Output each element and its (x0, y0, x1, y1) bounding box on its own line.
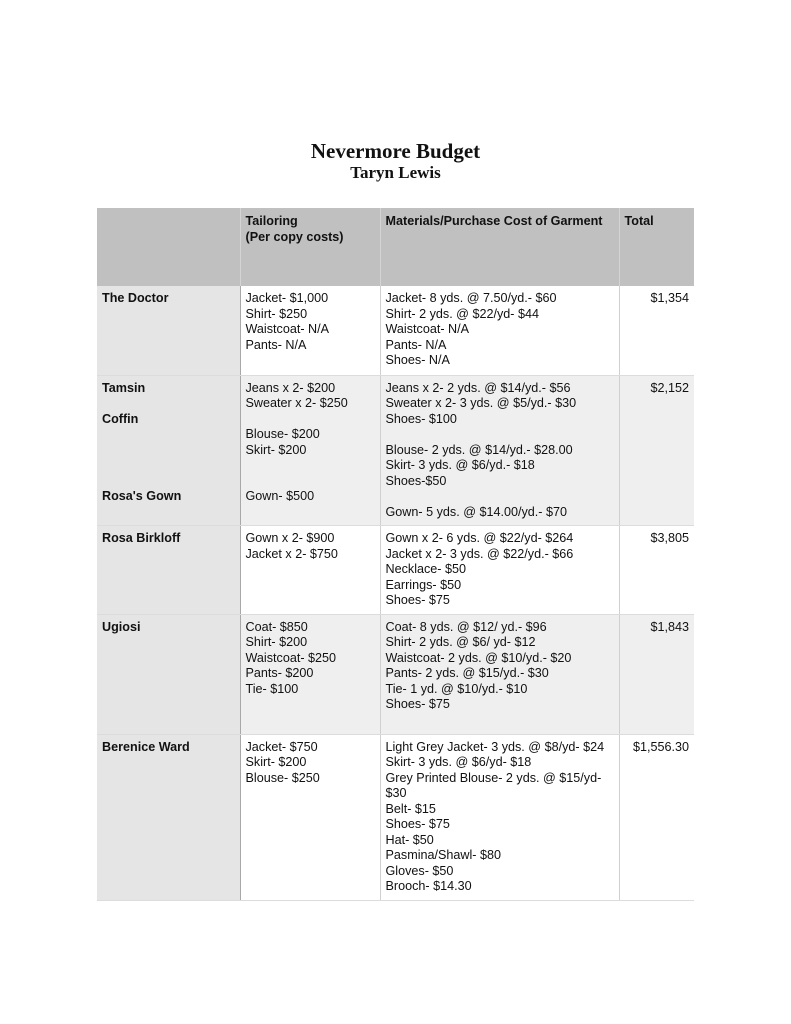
total-cell: $2,152 (619, 375, 694, 526)
tailoring-cell-line: Skirt- $200 (245, 442, 307, 457)
spacer (386, 427, 614, 443)
materials-cell-line: Gloves- $50 (385, 863, 454, 878)
materials-cell-line: Tie- 1 yd. @ $10/yd.- $10 (385, 681, 528, 696)
materials-cell (380, 614, 619, 734)
table-row (97, 526, 694, 615)
table-row (97, 614, 694, 734)
total-cell: $1,843 (619, 614, 694, 734)
materials-cell-line: Grey Printed Blouse- 2 yds. @ $15/yd- (385, 770, 602, 785)
tailoring-cell-line: Blouse- $200 (245, 427, 320, 441)
character-name-cell (97, 614, 240, 734)
tailoring-cell (240, 734, 380, 900)
materials-cell-line: Pants- N/A (385, 337, 447, 352)
character-name-cell (97, 286, 240, 375)
materials-cell-line: Necklace- $50 (385, 562, 467, 576)
header-character (97, 208, 240, 286)
materials-cell-line: Shoes- $75 (385, 593, 450, 607)
materials-cell-line: Shoes- $75 (385, 697, 450, 711)
materials-cell-line: Shirt- 2 yds. @ $6/ yd- $12 (385, 635, 536, 649)
header-materials: Materials/Purchase Cost of Garment (380, 208, 619, 286)
character-name-cell (97, 526, 240, 615)
character-name-cell-line: Tamsin (102, 380, 146, 395)
tailoring-cell-line: Gown- $500 (245, 489, 315, 503)
materials-cell-line: Brooch- $14.30 (385, 879, 472, 893)
spacer (102, 474, 235, 490)
total-cell: $1,354 (619, 286, 694, 375)
tailoring-cell (240, 375, 380, 526)
materials-cell-line: Shoes-$50 (385, 473, 447, 488)
materials-cell-line: Skirt- 3 yds. @ $6/yd.- $18 (385, 458, 535, 472)
materials-cell-line: Waistcoat- 2 yds. @ $10/yd.- $20 (385, 650, 572, 665)
tailoring-cell (240, 614, 380, 734)
tailoring-cell-line: Jeans x 2- $200 (245, 380, 336, 395)
character-name-cell-line: Coffin (102, 411, 139, 426)
tailoring-cell (240, 526, 380, 615)
tailoring-cell-line: Shirt- $200 (245, 635, 308, 649)
header-tailoring (240, 208, 380, 286)
document-author: Taryn Lewis (350, 163, 441, 182)
materials-cell-line: Jeans x 2- 2 yds. @ $14/yd.- $56 (385, 380, 571, 395)
materials-cell-line: Shoes- $75 (385, 817, 450, 831)
materials-cell (380, 375, 619, 526)
materials-cell-line: Light Grey Jacket- 3 yds. @ $8/yd- $24 (385, 739, 605, 754)
materials-cell-line: Shoes- $100 (385, 411, 457, 426)
materials-cell-line: Gown x 2- 6 yds. @ $22/yd- $264 (385, 531, 574, 545)
budget-table (97, 208, 694, 901)
spacer (246, 458, 375, 474)
character-name-cell (97, 375, 240, 526)
spacer (246, 412, 375, 428)
character-name-cell-line: Rosa Birkloff (102, 531, 181, 545)
spacer (102, 443, 235, 459)
header-row (97, 208, 694, 286)
materials-cell-line: Gown- 5 yds. @ $14.00/yd.- $70 (385, 504, 567, 519)
tailoring-cell-line: Waistcoat- N/A (245, 322, 330, 336)
materials-cell-line: Pants- 2 yds. @ $15/yd.- $30 (385, 666, 549, 680)
materials-cell-line: Earrings- $50 (385, 577, 462, 592)
tailoring-cell (240, 286, 380, 375)
materials-cell-line: Shirt- 2 yds. @ $22/yd- $44 (385, 306, 539, 321)
materials-cell-line: $30 (385, 786, 407, 800)
spacer (246, 474, 375, 490)
total-cell: $1,556.30 (619, 734, 694, 900)
tailoring-cell-line: Sweater x 2- $250 (245, 396, 348, 410)
materials-cell-line: Hat- $50 (385, 832, 434, 847)
total-cell: $3,805 (619, 526, 694, 615)
table-row (97, 286, 694, 375)
header-tailoring-title: Tailoring (245, 214, 298, 228)
header-total: Total (619, 208, 694, 286)
materials-cell-line: Waistcoat- N/A (385, 322, 470, 336)
table-row (97, 375, 694, 526)
materials-cell-line: Coat- 8 yds. @ $12/ yd.- $96 (385, 619, 547, 634)
tailoring-cell-line: Tie- $100 (245, 681, 299, 696)
spacer (102, 427, 235, 443)
tailoring-cell-line: Jacket- $1,000 (245, 291, 329, 305)
header-tailoring-note: (Per copy costs) (245, 229, 344, 244)
tailoring-cell-line: Waistcoat- $250 (245, 650, 337, 665)
tailoring-cell-line: Pants- $200 (245, 666, 314, 680)
character-name-cell-line: The Doctor (102, 291, 169, 305)
document-title: Nevermore Budget (310, 139, 481, 163)
tailoring-cell-line: Skirt- $200 (245, 755, 307, 769)
materials-cell-line: Shoes- N/A (385, 353, 450, 367)
materials-cell-line: Jacket- 8 yds. @ 7.50/yd.- $60 (385, 291, 557, 305)
materials-cell-line: Sweater x 2- 3 yds. @ $5/yd.- $30 (385, 396, 577, 410)
character-name-cell (97, 734, 240, 900)
materials-cell (380, 734, 619, 900)
character-name-cell-line: Ugiosi (102, 619, 141, 634)
materials-cell-line: Pasmina/Shawl- $80 (385, 848, 502, 862)
tailoring-cell-line: Jacket- $750 (245, 739, 318, 754)
spacer (102, 458, 235, 474)
spacer (386, 489, 614, 505)
character-name-cell-line: Berenice Ward (102, 739, 190, 754)
materials-cell (380, 526, 619, 615)
character-name-cell-line: Rosa's Gown (102, 489, 182, 503)
materials-cell-line: Belt- $15 (385, 801, 436, 816)
spacer (102, 396, 235, 412)
materials-cell-line: Blouse- 2 yds. @ $14/yd.- $28.00 (385, 442, 573, 457)
tailoring-cell-line: Shirt- $250 (245, 306, 308, 321)
tailoring-cell-line: Pants- N/A (245, 337, 307, 352)
materials-cell-line: Skirt- 3 yds. @ $6/yd- $18 (385, 755, 532, 769)
table-row (97, 734, 694, 900)
materials-cell-line: Jacket x 2- 3 yds. @ $22/yd.- $66 (385, 546, 574, 561)
tailoring-cell-line: Coat- $850 (245, 619, 308, 634)
tailoring-cell-line: Gown x 2- $900 (245, 531, 335, 545)
tailoring-cell-line: Blouse- $250 (245, 770, 320, 785)
tailoring-cell-line: Jacket x 2- $750 (245, 546, 338, 561)
materials-cell (380, 286, 619, 375)
